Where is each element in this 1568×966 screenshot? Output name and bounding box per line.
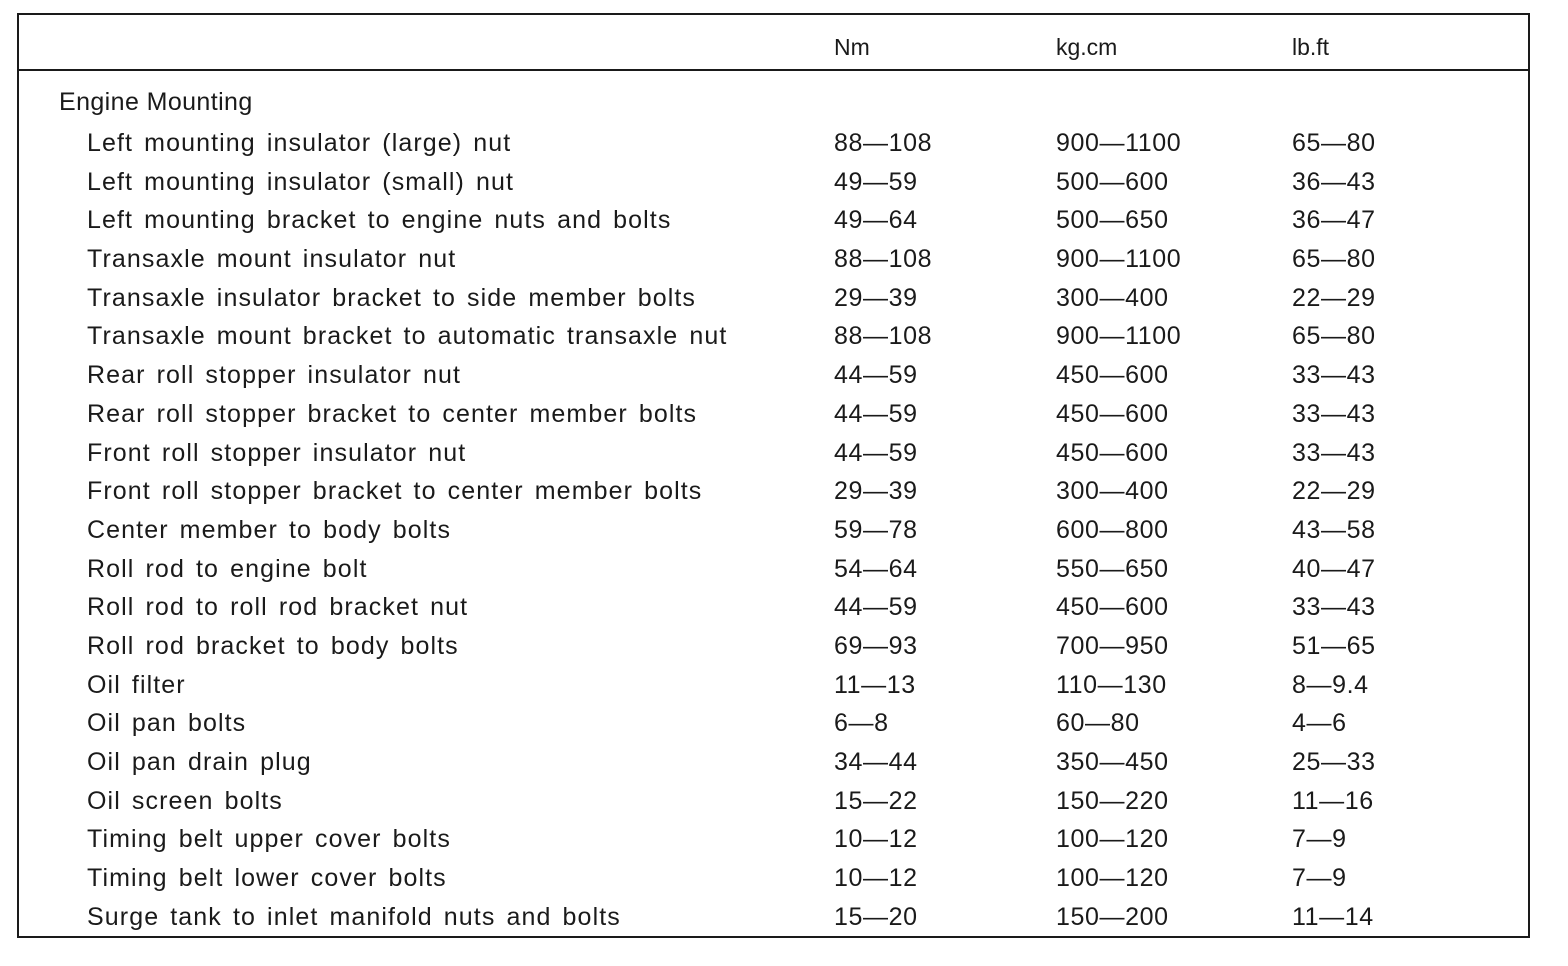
torque-lbft-value: 33—43 xyxy=(1292,361,1376,390)
spec-item-label: Timing belt upper cover bolts xyxy=(87,825,451,854)
torque-kgcm-value: 450—600 xyxy=(1056,361,1169,390)
spec-item-label: Oil screen bolts xyxy=(87,786,283,815)
column-header-nm: Nm xyxy=(834,34,870,60)
table-row xyxy=(19,125,1528,164)
torque-lbft-value: 8—9.4 xyxy=(1292,670,1369,699)
spec-item-label: Oil filter xyxy=(87,670,186,699)
table-row xyxy=(19,357,1528,396)
torque-lbft-value: 4—6 xyxy=(1292,709,1347,738)
spec-item-label: Rear roll stopper insulator nut xyxy=(87,361,462,390)
table-row xyxy=(19,164,1528,203)
torque-lbft-value: 40—47 xyxy=(1292,554,1376,583)
torque-nm-value: 6—8 xyxy=(834,709,889,738)
torque-lbft-value: 33—43 xyxy=(1292,593,1376,622)
column-header-lbft: lb.ft xyxy=(1292,34,1330,60)
table-row xyxy=(19,396,1528,435)
spec-item-label: Rear roll stopper bracket to center member bolts xyxy=(87,399,698,428)
section-title: Engine Mounting xyxy=(59,88,253,116)
torque-lbft-value: 65—80 xyxy=(1292,129,1376,157)
column-header-kgcm: kg.cm xyxy=(1056,34,1118,60)
table-row xyxy=(19,899,1528,938)
spec-item-label: Oil pan drain plug xyxy=(87,748,312,776)
torque-kgcm-value: 300—400 xyxy=(1056,283,1169,312)
spec-item-label: Roll rod bracket to body bolts xyxy=(87,631,459,660)
torque-lbft-value: 65—80 xyxy=(1292,245,1376,274)
torque-nm-value: 44—59 xyxy=(834,438,918,467)
torque-kgcm-value: 100—120 xyxy=(1056,825,1169,854)
spec-item-label: Oil pan bolts xyxy=(87,709,247,738)
torque-lbft-value: 33—43 xyxy=(1292,438,1376,467)
torque-nm-value: 49—59 xyxy=(834,167,918,196)
spec-item-label: Timing belt lower cover bolts xyxy=(87,864,447,893)
torque-kgcm-value: 900—1100 xyxy=(1056,129,1182,157)
torque-nm-value: 29—39 xyxy=(834,283,918,312)
torque-nm-value: 88—108 xyxy=(834,129,933,157)
torque-nm-value: 34—44 xyxy=(834,748,918,776)
table-row xyxy=(19,280,1528,319)
torque-kgcm-value: 900—1100 xyxy=(1056,245,1182,274)
torque-nm-value: 54—64 xyxy=(834,554,918,583)
torque-kgcm-value: 350—450 xyxy=(1056,748,1169,776)
torque-nm-value: 44—59 xyxy=(834,593,918,622)
torque-lbft-value: 7—9 xyxy=(1292,825,1347,854)
torque-lbft-value: 43—58 xyxy=(1292,515,1376,544)
table-row xyxy=(19,628,1528,667)
table-row xyxy=(19,705,1528,744)
torque-nm-value: 59—78 xyxy=(834,515,918,544)
spec-item-label: Transaxle insulator bracket to side member bolts xyxy=(87,283,696,312)
torque-kgcm-value: 500—650 xyxy=(1056,206,1169,235)
torque-kgcm-value: 450—600 xyxy=(1056,399,1169,428)
torque-lbft-value: 36—43 xyxy=(1292,167,1376,196)
spec-item-label: Roll rod to engine bolt xyxy=(87,554,368,583)
torque-lbft-value: 51—65 xyxy=(1292,631,1376,660)
spec-item-label: Center member to body bolts xyxy=(87,515,452,544)
table-row xyxy=(19,821,1528,860)
torque-kgcm-value: 600—800 xyxy=(1056,515,1169,544)
spec-item-label: Left mounting insulator (small) nut xyxy=(87,167,515,196)
table-header-row xyxy=(19,15,1528,71)
torque-nm-value: 10—12 xyxy=(834,864,918,893)
spec-item-label: Surge tank to inlet manifold nuts and bolts xyxy=(87,902,621,931)
torque-lbft-value: 25—33 xyxy=(1292,748,1376,776)
table-body xyxy=(19,125,1528,937)
spec-item-label: Left mounting insulator (large) nut xyxy=(87,129,512,157)
table-row xyxy=(19,202,1528,241)
torque-kgcm-value: 60—80 xyxy=(1056,709,1140,738)
table-row xyxy=(19,860,1528,899)
torque-nm-value: 11—13 xyxy=(834,670,916,699)
table-row xyxy=(19,512,1528,551)
torque-kgcm-value: 100—120 xyxy=(1056,864,1169,893)
torque-nm-value: 15—20 xyxy=(834,902,918,931)
torque-lbft-value: 65—80 xyxy=(1292,322,1376,351)
spec-item-label: Transaxle mount insulator nut xyxy=(87,245,457,274)
torque-nm-value: 44—59 xyxy=(834,399,918,428)
torque-nm-value: 49—64 xyxy=(834,206,918,235)
torque-nm-value: 15—22 xyxy=(834,786,918,815)
table-row xyxy=(19,473,1528,512)
torque-nm-value: 10—12 xyxy=(834,825,918,854)
table-row xyxy=(19,551,1528,590)
torque-kgcm-value: 700—950 xyxy=(1056,631,1169,660)
torque-kgcm-value: 550—650 xyxy=(1056,554,1169,583)
torque-nm-value: 88—108 xyxy=(834,322,933,351)
torque-kgcm-value: 150—200 xyxy=(1056,902,1169,931)
torque-nm-value: 88—108 xyxy=(834,245,933,274)
table-row xyxy=(19,241,1528,280)
torque-kgcm-value: 900—1100 xyxy=(1056,322,1182,351)
spec-item-label: Left mounting bracket to engine nuts and bolts xyxy=(87,206,672,235)
table-row xyxy=(19,783,1528,822)
torque-lbft-value: 11—16 xyxy=(1292,786,1374,815)
torque-kgcm-value: 500—600 xyxy=(1056,167,1169,196)
torque-lbft-value: 11—14 xyxy=(1292,902,1374,931)
torque-nm-value: 29—39 xyxy=(834,477,918,506)
spec-item-label: Front roll stopper insulator nut xyxy=(87,438,467,467)
table-row xyxy=(19,589,1528,628)
torque-lbft-value: 22—29 xyxy=(1292,283,1376,312)
torque-kgcm-value: 450—600 xyxy=(1056,438,1169,467)
spec-item-label: Front roll stopper bracket to center member bolts xyxy=(87,477,703,506)
spec-item-label: Transaxle mount bracket to automatic transaxle nut xyxy=(87,322,728,351)
torque-lbft-value: 22—29 xyxy=(1292,477,1376,506)
table-row xyxy=(19,435,1528,474)
table-row xyxy=(19,318,1528,357)
torque-lbft-value: 33—43 xyxy=(1292,399,1376,428)
torque-kgcm-value: 300—400 xyxy=(1056,477,1169,506)
torque-nm-value: 69—93 xyxy=(834,631,918,660)
spec-item-label: Roll rod to roll rod bracket nut xyxy=(87,593,469,622)
table-row xyxy=(19,667,1528,706)
table-row xyxy=(19,744,1528,783)
torque-nm-value: 44—59 xyxy=(834,361,918,390)
torque-spec-table xyxy=(17,13,1530,938)
torque-lbft-value: 36—47 xyxy=(1292,206,1376,235)
torque-kgcm-value: 450—600 xyxy=(1056,593,1169,622)
torque-kgcm-value: 150—220 xyxy=(1056,786,1169,815)
torque-kgcm-value: 110—130 xyxy=(1056,670,1167,699)
torque-lbft-value: 7—9 xyxy=(1292,864,1347,893)
